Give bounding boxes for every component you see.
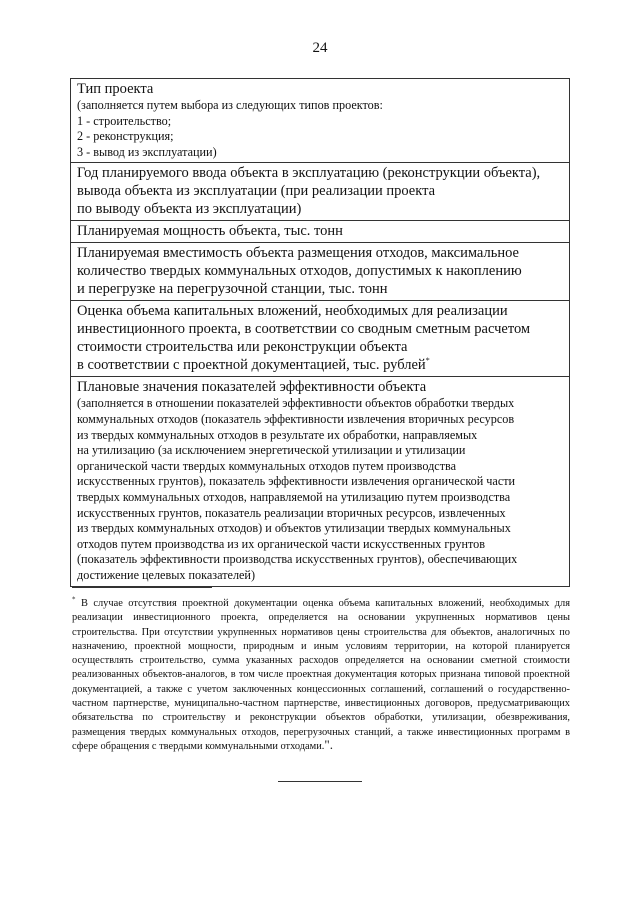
footnote-closing-quote: ". [324, 736, 333, 752]
footnote-marker: * [72, 595, 76, 604]
row-title: Год планируемого ввода объекта в эксплуатацию (реконструкции объекта), вывода объекта из эксплуатации (при реализации проекта по выводу объекта из эксплуатации) [77, 165, 541, 218]
page-number: 24 [312, 40, 328, 56]
table-row [71, 79, 570, 163]
table-row [71, 377, 570, 586]
table-cell-commissioning-year [71, 163, 570, 221]
row-title [77, 302, 563, 374]
table-row [71, 163, 570, 221]
table-cell-capacity [71, 221, 570, 243]
row-title: Тип проекта [77, 81, 154, 97]
table-row [71, 243, 570, 301]
footnote [72, 597, 570, 754]
end-line [278, 781, 362, 782]
row-note: (заполняется путем выбора из следующих типов проектов: 1 - строительство; 2 - реконструкция; 3 - вывод из эксплуатации) [77, 98, 383, 159]
footnote-text: В случае отсутствия проектной документации оценка объема капитальных вложений, необходимых для реализации инвестиционного проекта, определяется на основании укрупненных нормативов цены строительства. При отсутствии укрупненных нормативов цены строительства для объектов, аналогичных по назначению, проектной мощности, природным и иным условиям территории, на которой планируется осуществлять строительство, сумма указанных расходов определяется на основании сметной стоимости реализованных объектов-аналогов, в том числе проектная документация которых признана типовой проектной документацией, а также с учетом заключенных концессионных соглашений, соглашений о государственно-частном партнерстве, муниципально-частном партнерстве, инвестиционных договоров, предусматривающих обязательства по строительству и реконструкции объектов обработки, утилизации, обезвреживания, размещения твердых коммунальных отходов, перегрузочных станций, а также инвестиционных программ в сфере обращения с твердыми коммунальными отходами. [72, 598, 570, 752]
row-title-text: Оценка объема капитальных вложений, необходимых для реализации инвестиционного проекта, в соответствии со сводным сметным расчетом стоимости строительства или реконструкции объекта в соответствии с проектной документацией, тыс. рублей [77, 303, 531, 374]
table-row [71, 301, 570, 377]
project-info-table [70, 78, 570, 587]
row-title: Плановые значения показателей эффективности объекта [77, 379, 427, 396]
row-title: Планируемая вместимость объекта размещения отходов, максимальное количество твердых коммунальных отходов, допустимых к накоплению и перегрузке на перегрузочной станции, тыс. тонн [77, 245, 522, 298]
row-title: Планируемая мощность объекта, тыс. тонн [77, 223, 343, 240]
table-cell-capital-investment [71, 301, 570, 377]
row-note: (заполняется в отношении показателей эффективности объектов обработки твердых коммунальных отходов (показатель эффективности извлечения вторичных ресурсов из твердых коммунальных отходов в результате их обработки, направляемых на утилизацию (за исключением энергетической утилизации и утилизации органической части твердых коммунальных отходов путем производства искусственных грунтов), показатель эффективности извлечения органической части твердых коммунальных отходов, направляемой на утилизацию путем производства искусственных грунтов, показатель реализации вторичных ресурсов, извлеченных из твердых коммунальных отходов) и объектов утилизации твердых коммунальных отходов путем производства из их органической части искусственных грунтов (показатель эффективности производства искусственных грунтов), обеспечивающих достижение целевых показателей) [77, 396, 518, 582]
table-cell-efficiency-indicators [71, 377, 570, 586]
table-cell-project-type [71, 79, 570, 163]
footnote-marker: * [425, 356, 430, 366]
table-row [71, 221, 570, 243]
table-cell-storage-volume [71, 243, 570, 301]
footnote-separator [72, 587, 212, 588]
